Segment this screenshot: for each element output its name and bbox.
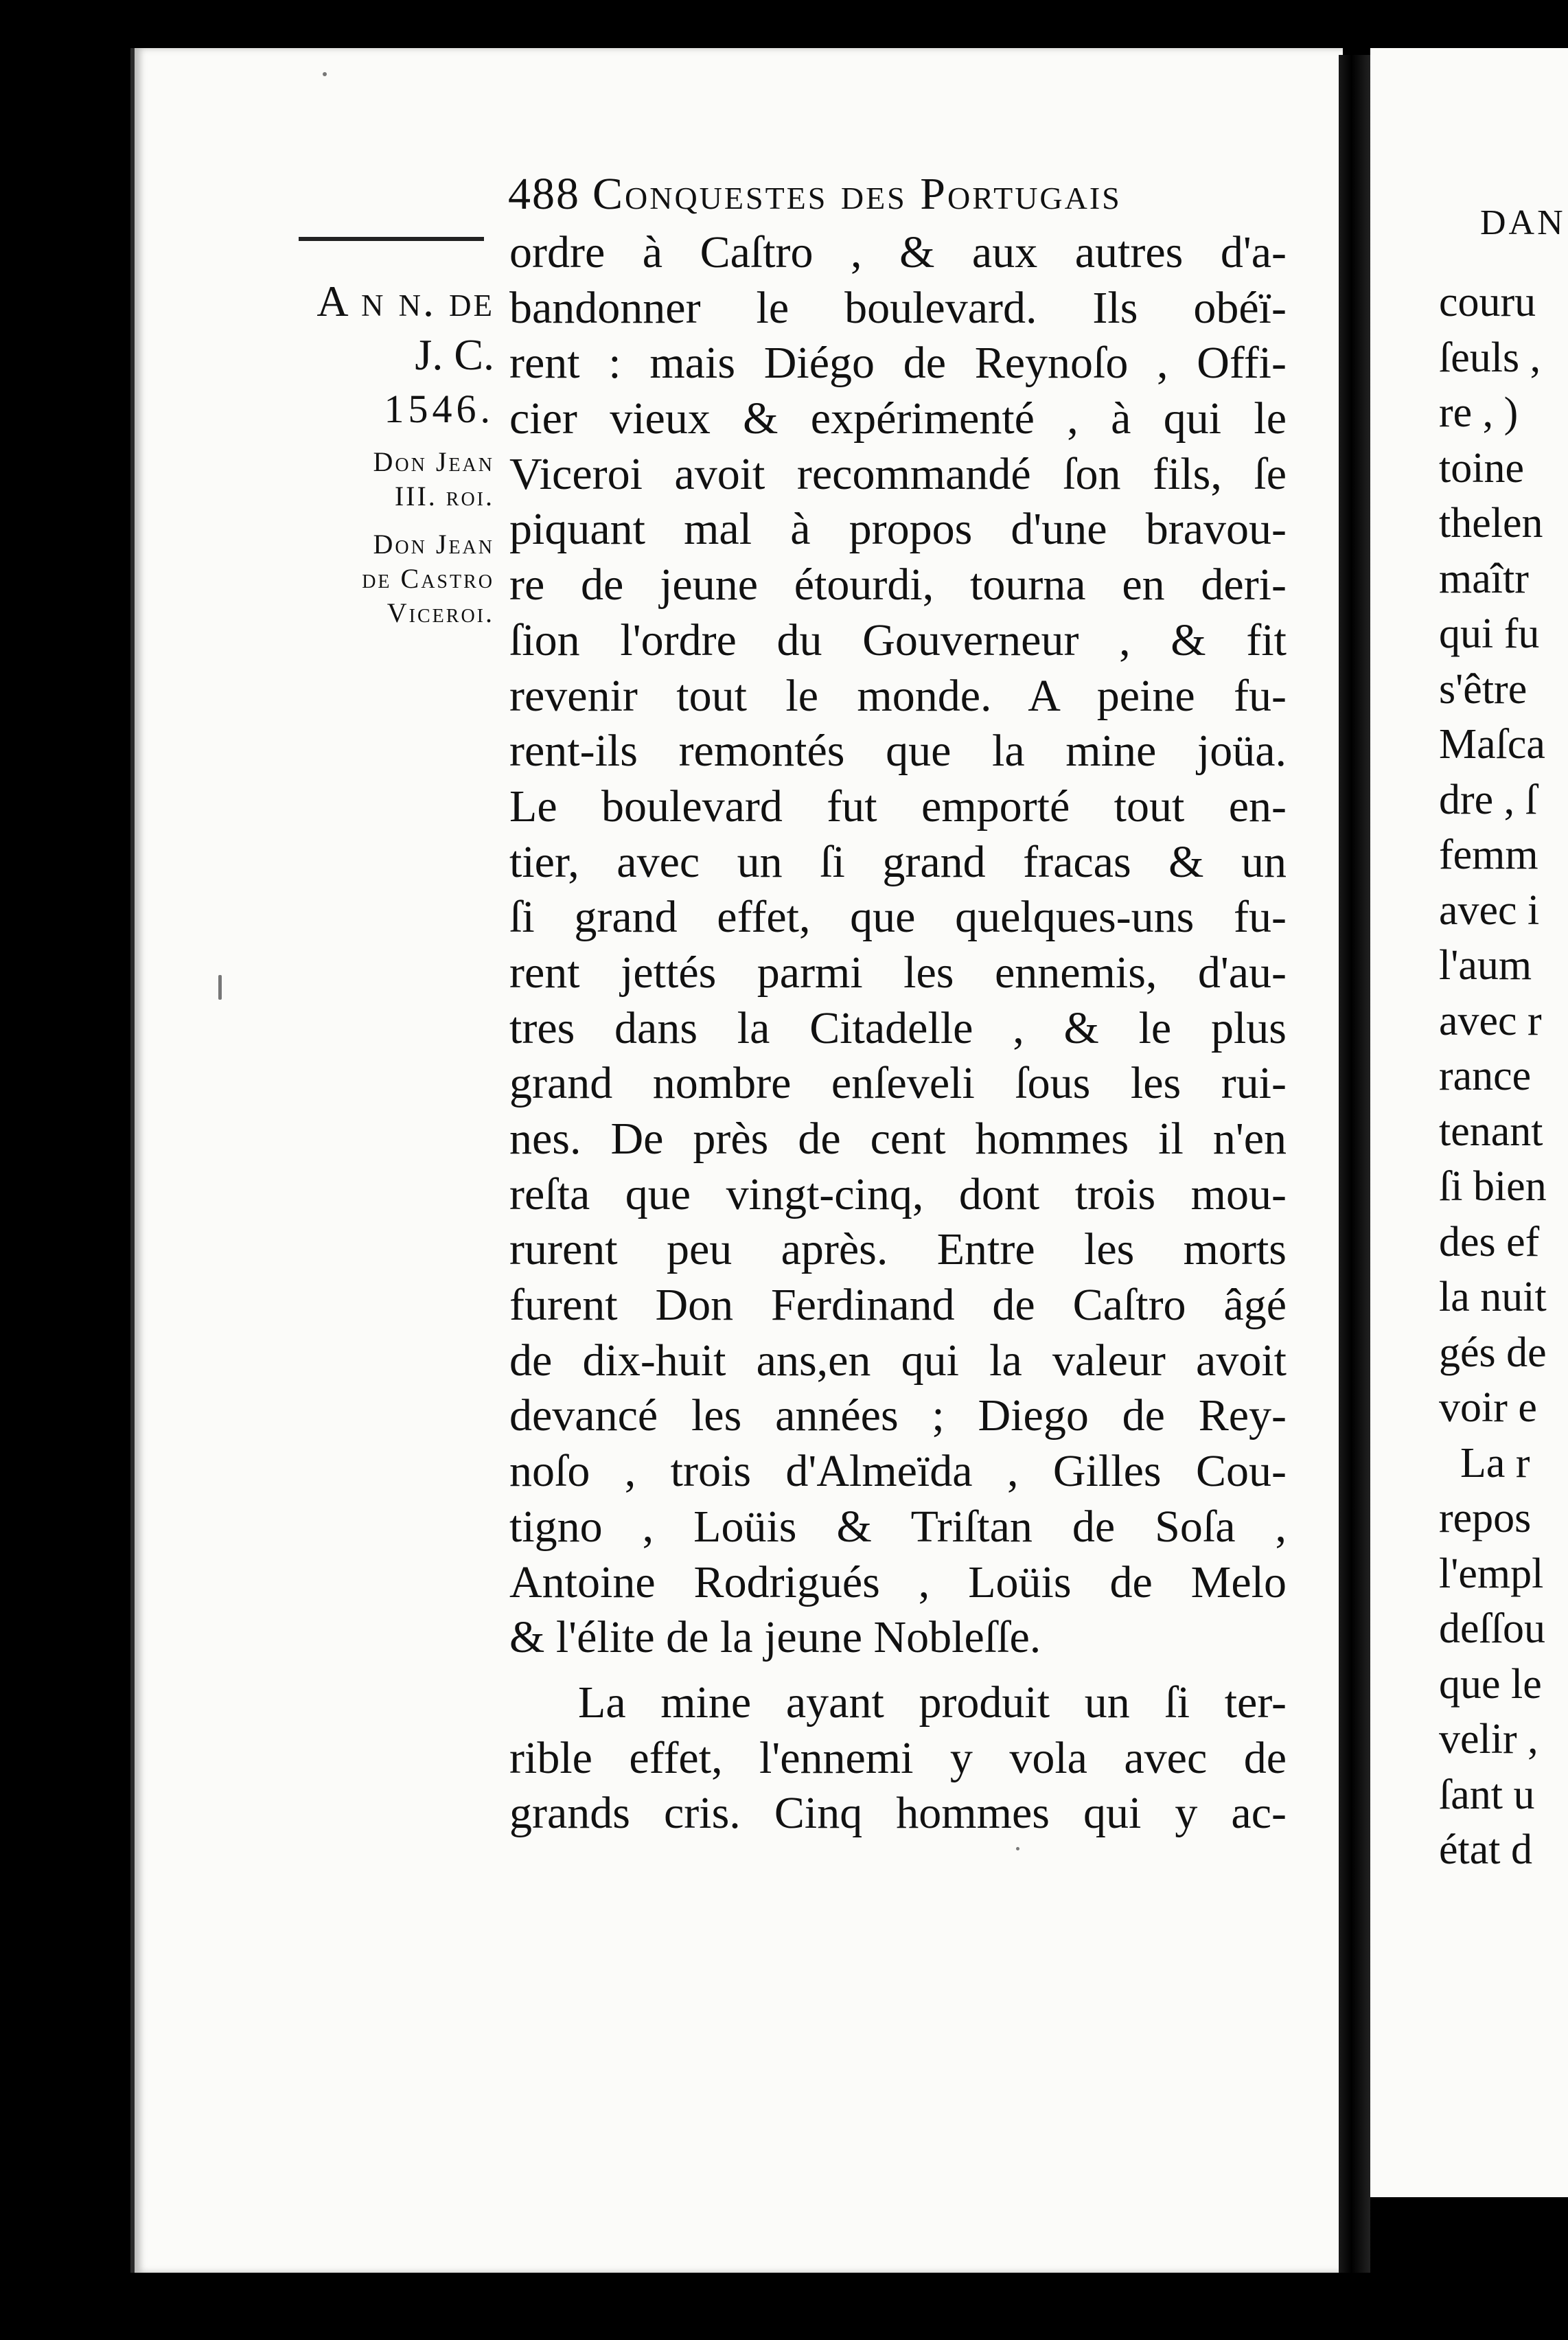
margin-rule	[299, 237, 484, 241]
running-title: Conquestes des Portugais	[592, 169, 1122, 219]
text-line: rent : mais Diégo de Reynoſo , Offi-	[509, 338, 1287, 389]
right-page-text: couru ſeuls , re , ) toine thelen maîtr qui fu s'être Maſca dre , ſ femm avec i l'aum avec r rance tenant ſi bien des ef la nuit gés de voir e La r repos l'empl deſſou que le velir , ſant u état d	[1439, 279, 1547, 1873]
margin-king-line1: Don Jean	[373, 446, 494, 477]
text-line: Le boulevard fut emporté tout en-	[509, 781, 1287, 831]
text-line: piquant mal à propos d'une bravou-	[509, 504, 1287, 555]
text-line: La mine ayant produit un ſi ter-	[578, 1677, 1287, 1728]
margin-king-line2: III. roi.	[394, 481, 494, 512]
scan-speck	[1016, 1847, 1019, 1850]
right-page	[1370, 48, 1568, 2197]
margin-viceroy-line3: Viceroi.	[387, 597, 494, 628]
text-line: reſta que vingt-cinq, dont trois mou-	[509, 1169, 1287, 1219]
text-line: nes. De près de cent hommes il n'en	[509, 1114, 1287, 1164]
page-number: 488	[508, 169, 580, 219]
text-line: grand nombre enſeveli ſous les rui-	[509, 1058, 1287, 1109]
margin-viceroy-line1: Don Jean	[373, 529, 494, 560]
text-line: bandonner le boulevard. Ils obéï-	[509, 282, 1287, 333]
text-line: revenir tout le monde. A peine fu-	[509, 670, 1287, 721]
text-line: rent jettés parmi les ennemis, d'au-	[509, 947, 1287, 998]
body-text	[509, 225, 1287, 1842]
book-gutter	[1339, 55, 1370, 2273]
text-line: rurent peu après. Entre les morts	[509, 1224, 1287, 1275]
running-head	[508, 168, 1122, 220]
text-line: tigno , Loüis & Triſtan de Soſa ,	[509, 1501, 1287, 1552]
scan-speck	[323, 72, 327, 76]
text-line: de dix-huit ans,en qui la valeur avoit	[509, 1335, 1287, 1386]
scan-speck	[218, 975, 222, 1000]
text-line: Viceroi avoit recommandé ſon fils, ſe	[509, 448, 1287, 499]
margin-year: 1546.	[384, 387, 494, 431]
text-line: tres dans la Citadelle , & le plus	[509, 1002, 1287, 1053]
text-line: & l'élite de la jeune Nobleſſe.	[509, 1612, 1041, 1663]
text-line: ordre à Caſtro , & aux autres d'a-	[509, 227, 1287, 277]
text-line: tier, avec un ſi grand fracas & un	[509, 836, 1287, 887]
text-line: noſo , trois d'Almeïda , Gilles Cou-	[509, 1446, 1287, 1497]
text-line: Antoine Rodrigués , Loüis de Melo	[509, 1557, 1287, 1607]
text-line: grands cris. Cinq hommes qui y ac-	[509, 1788, 1287, 1839]
margin-era: J. C.	[415, 330, 494, 379]
text-line: rible effet, l'ennemi y vola avec de	[509, 1732, 1287, 1783]
margin-notes	[288, 275, 494, 630]
right-page-running-head: DAN	[1480, 203, 1566, 242]
margin-viceroy-line2: de Castro	[362, 563, 494, 594]
text-line: ſion l'ordre du Gouverneur , & fit	[509, 615, 1287, 665]
text-line: furent Don Ferdinand de Caſtro âgé	[509, 1280, 1287, 1331]
text-line: re de jeune étourdi, tourna en deri-	[509, 560, 1287, 610]
text-line: rent-ils remontés que la mine joüa.	[509, 726, 1287, 777]
text-line: devancé les années ; Diego de Rey-	[509, 1390, 1287, 1441]
paragraph-2	[509, 1675, 1287, 1842]
text-line: ſi grand effet, que quelques-uns fu-	[509, 892, 1287, 943]
paragraph-1	[509, 225, 1287, 1666]
text-line: cier vieux & expérimenté , à qui le	[509, 393, 1287, 444]
margin-date-label: A n n. de	[316, 277, 494, 325]
